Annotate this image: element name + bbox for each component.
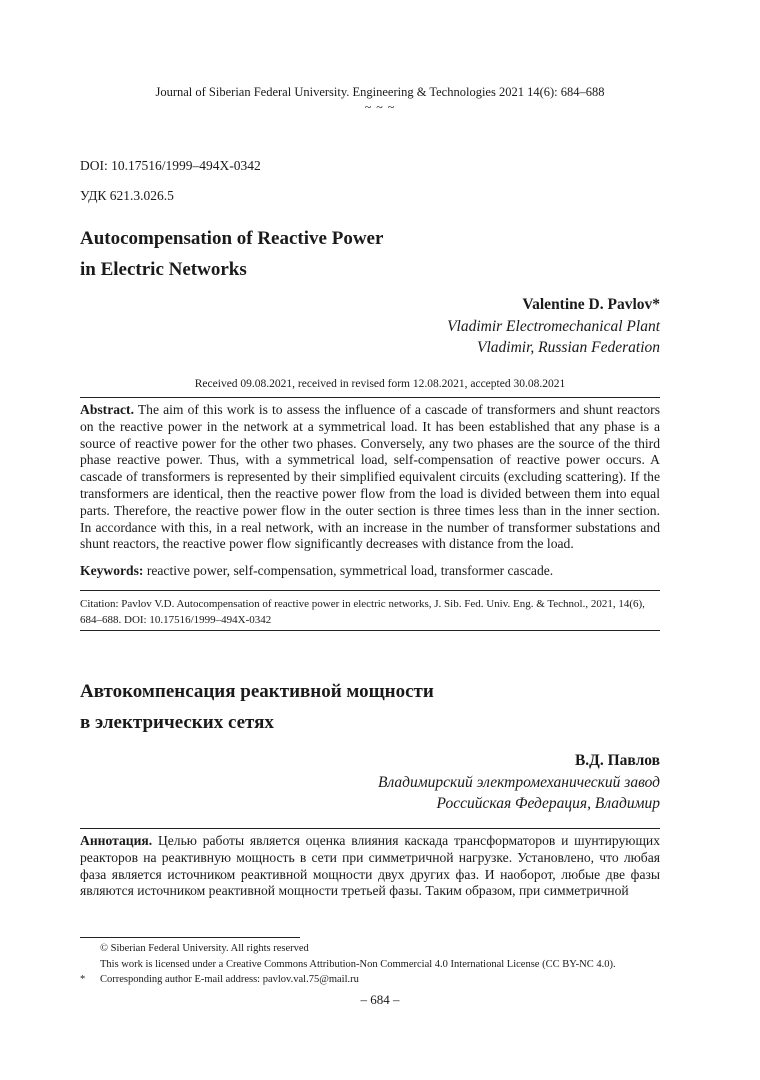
footnote-copyright: © Siberian Federal University. All rights reserved (100, 943, 309, 954)
author-name-en: Valentine D. Pavlov* (522, 296, 660, 313)
article-title-en (80, 223, 640, 285)
keywords-text: reactive power, self-compensation, symmetrical load, transformer cascade. (143, 563, 554, 578)
affiliation-en-1: Vladimir Electromechanical Plant (447, 317, 660, 335)
title-ru-line-2: в электрических сетях (80, 712, 274, 733)
affiliation-ru-2: Российская Федерация, Владимир (436, 795, 660, 812)
page-number: – 684 – (360, 992, 400, 1007)
author-name-ru: В.Д. Павлов (574, 752, 660, 769)
footnote-corresponding-text: Corresponding author E-mail address: pavlov.val.75@mail.ru (100, 974, 359, 985)
author-block-ru (378, 750, 660, 815)
affiliation-ru-1: Владимирский электромеханический завод (378, 773, 660, 791)
received-dates: Received 09.08.2021, received in revised form 12.08.2021, accepted 30.08.2021 (194, 378, 566, 390)
title-en-line-1: Autocompensation of Reactive Power (80, 228, 384, 249)
footnote-rule (80, 937, 300, 938)
keywords-en (80, 563, 660, 580)
header-separator: ~ ~ ~ (364, 100, 396, 114)
footnote-license: This work is licensed under a Creative Commons Attribution-Non Commercial 4.0 International License (CC BY-NC 4.0). (100, 958, 616, 970)
abstract-label-ru: Аннотация. (80, 833, 153, 848)
rule-citation-bottom (80, 630, 660, 631)
rule-citation-top (80, 590, 660, 591)
journal-header: Journal of Siberian Federal University. Engineering & Technologies 2021 14(6): 684–688 (155, 85, 605, 99)
author-block-en (447, 294, 660, 359)
doi: DOI: 10.17516/1999–494X-0342 (80, 158, 261, 173)
abstract-label-en: Abstract. (80, 402, 134, 417)
abstract-en (80, 402, 660, 553)
footnote-corresponding (80, 972, 680, 988)
footnotes (80, 941, 680, 988)
footnote-asterisk: * (80, 974, 86, 985)
abstract-ru (80, 833, 660, 900)
keywords-label: Keywords: (80, 563, 144, 578)
affiliation-en-2: Vladimir, Russian Federation (477, 339, 660, 356)
title-en-line-2: in Electric Networks (80, 259, 247, 280)
abstract-text-en: The aim of this work is to assess the influence of a cascade of transformers and shunt reactors on the reactive power in the network at a symmetrical load. It has been established that any phase is a source of reactive power for the other two phases. Conversely, any two phases are the source of the third phase reactive power. Thus, with a symmetrical load, self-compensation of reactive power occurs. A cascade of transformers is represented by their simplified equivalent circuits (excluding scattering). If the transformers are identical, then the reactive power flow from the load is divided between them into equal parts. Therefore, the reactive power flow in the outer section is three times less than in the inner section. In accordance with this, in a real network, with an increase in the number of transformer substations and shunt reactors, the reactive power flow significantly decreases with distance from the load. (80, 402, 660, 552)
rule-abstract-top (80, 397, 660, 398)
citation: Citation: Pavlov V.D. Autocompensation of reactive power in electric networks, J. Sib. Fed. Univ. Eng. & Technol., 2021, 14(6), 684–688. DOI: 10.17516/1999–494X-0342 (80, 598, 645, 626)
title-ru-line-1: Автокомпенсация реактивной мощности (80, 681, 434, 702)
article-title-ru (80, 676, 640, 738)
rule-annotation-top (80, 828, 660, 829)
abstract-text-ru: Целью работы является оценка влияния каскада трансформаторов и шунтирующих реакторов на реактивную мощность в сети при симметричной нагрузке. Установлено, что любая фаза является источником реактивной мощности двух других фаз. И наоборот, любые две фазы являются источником реактивной мощности третьей фазы. Таким образом, при симметричной (80, 833, 660, 899)
udk: УДК 621.3.026.5 (80, 188, 174, 203)
